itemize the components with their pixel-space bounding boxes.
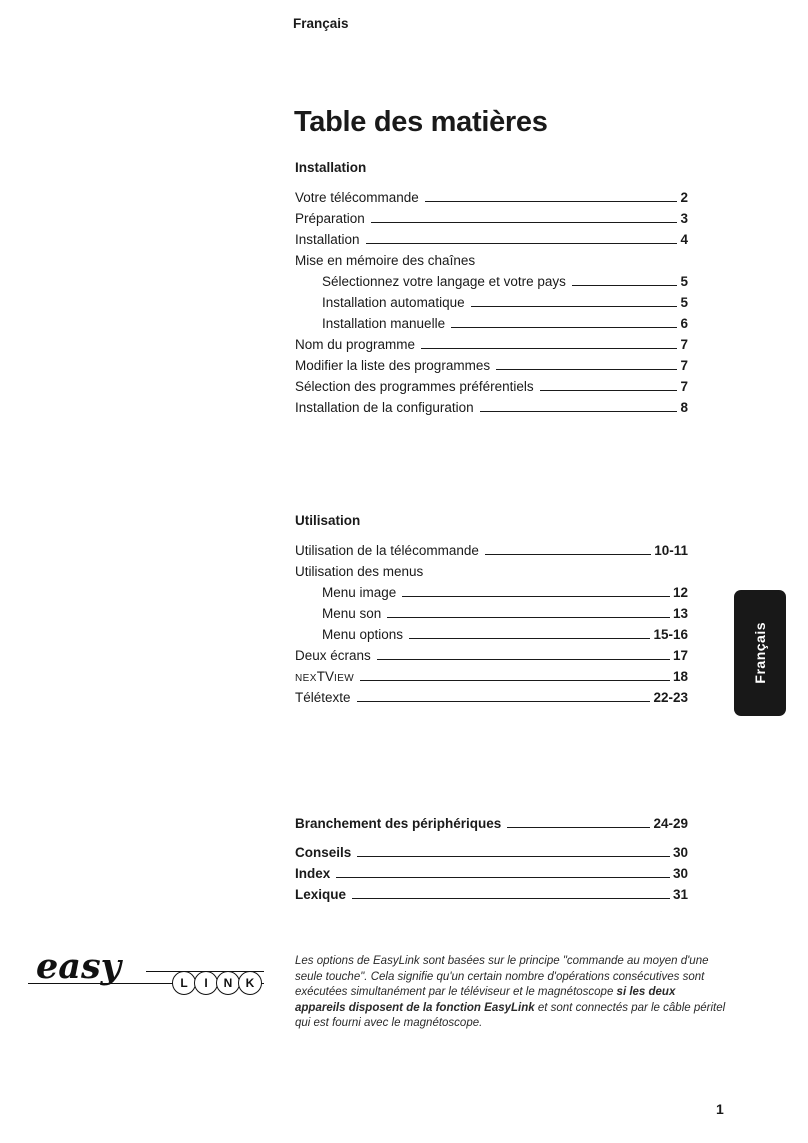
toc-entry [295, 331, 688, 352]
logo-letter-circle: I [194, 971, 218, 995]
toc-entry [295, 310, 688, 331]
toc-section-utilisation [295, 513, 688, 705]
toc-entry-label: Installation automatique [322, 295, 465, 310]
leader-line [425, 201, 678, 202]
toc-entry-label: Sélectionnez votre langage et votre pays [322, 274, 566, 289]
toc-entry-page: 13 [672, 606, 688, 621]
leader-line [496, 369, 677, 370]
toc-entry-page: 12 [672, 585, 688, 600]
toc-entry-page: 7 [680, 358, 688, 373]
page-title: Table des matières [294, 106, 548, 139]
leader-line [352, 898, 670, 899]
toc-entry-label: Mise en mémoire des chaînes [295, 253, 476, 268]
leader-line [371, 222, 678, 223]
toc-entry-page: 4 [680, 232, 688, 247]
leader-line [357, 856, 670, 857]
toc-entry-label: Nom du programme [295, 337, 416, 352]
toc-entry [295, 247, 688, 268]
toc-entry-page: 30 [672, 845, 688, 860]
toc-entry-page: 7 [680, 337, 688, 352]
toc-entry [295, 621, 688, 642]
toc-entry [295, 537, 688, 558]
toc-entry-page: 8 [680, 400, 688, 415]
toc-entry [295, 184, 688, 205]
toc-entry-page: 3 [680, 211, 688, 226]
toc-entry-label: Menu image [322, 585, 397, 600]
folio-page-number: 1 [716, 1101, 724, 1117]
logo-letter-circle: L [172, 971, 196, 995]
leader-line [387, 617, 670, 618]
note-text-post: et sont connectés par le câble péritel qui est fourni avec le magnétoscope. [295, 1001, 726, 1029]
leader-line [336, 877, 670, 878]
toc-entry [295, 860, 688, 881]
toc-entry-label: Sélection des programmes préférentiels [295, 379, 534, 394]
toc-entry [295, 810, 688, 831]
leader-line [360, 680, 670, 681]
toc-entry-label: Préparation [295, 211, 365, 226]
toc-entry-label: Installation de la configuration [295, 400, 474, 415]
toc-entry-page: 30 [672, 866, 688, 881]
toc-entry-label: Index [295, 866, 331, 881]
toc-entry [295, 579, 688, 600]
logo-letter-circle: K [238, 971, 262, 995]
toc-section-backmatter [295, 810, 688, 902]
easylink-logo-letters [174, 971, 262, 995]
toc-entry-label: Branchement des périphériques [295, 816, 502, 831]
section-heading: Utilisation [295, 513, 361, 528]
toc-entry-label: Conseils [295, 845, 352, 860]
leader-line [507, 827, 650, 828]
toc-entry-label: Utilisation des menus [295, 564, 424, 579]
easylink-logo [28, 946, 266, 1004]
toc-entry-page: 31 [672, 887, 688, 902]
toc-entry [295, 642, 688, 663]
leader-line [357, 701, 651, 702]
toc-entry-label: Votre télécommande [295, 190, 419, 205]
toc-entry-page: 17 [672, 648, 688, 663]
toc-entry-label: Lexique [295, 887, 347, 902]
toc-entry [295, 205, 688, 226]
toc-entry [295, 373, 688, 394]
note-text-bold: si les deux appareils disposent de la fonction EasyLink [295, 986, 676, 1014]
leader-line [451, 327, 677, 328]
toc-entry-label: Installation [295, 232, 360, 247]
leader-line [402, 596, 670, 597]
toc-entry [295, 839, 688, 860]
toc-entry-page: 24-29 [653, 816, 688, 831]
toc-entry-page: 18 [672, 669, 688, 684]
side-tab-label: Français [752, 622, 768, 684]
toc-entry [295, 558, 688, 579]
toc-entry [295, 268, 688, 289]
note-text-pre: Les options de EasyLink sont basées sur le principe "commande au moyen d'une seule touche". Cela signifie qu'un certain nombre d'opérations consécutives sont exécutées simultanément par le téléviseur et le magnétoscope [295, 955, 709, 998]
toc-entry [295, 600, 688, 621]
easylink-note [295, 954, 727, 1032]
toc-section-installation [295, 160, 688, 415]
nextview-caps: TV [316, 669, 335, 684]
leader-line [572, 285, 678, 286]
toc-entry-page: 6 [680, 316, 688, 331]
toc-entry-page: 7 [680, 379, 688, 394]
easylink-logo-easy-script: easy [36, 946, 121, 987]
leader-line [485, 554, 651, 555]
toc-entry-page: 10-11 [654, 543, 688, 558]
toc-entry-label: Utilisation de la télécommande [295, 543, 479, 558]
leader-line [366, 243, 678, 244]
toc-entry-nextview [295, 663, 688, 684]
toc-entry-label: Menu options [322, 627, 404, 642]
leader-line [421, 348, 677, 349]
toc-entry-label: Menu son [322, 606, 382, 621]
toc-entry [295, 289, 688, 310]
toc-entry-page: 2 [680, 190, 688, 205]
leader-line [409, 638, 650, 639]
toc-entry-label: Installation manuelle [322, 316, 446, 331]
nextview-smallcaps-post: IEW [334, 673, 355, 684]
toc-entry-label: Télétexte [295, 690, 351, 705]
toc-entry [295, 226, 688, 247]
toc-entry-page: 22-23 [653, 690, 688, 705]
language-side-tab [734, 590, 786, 716]
leader-line [377, 659, 670, 660]
toc-entry-label [295, 669, 354, 684]
toc-entry [295, 394, 688, 415]
toc-entry-page: 5 [680, 295, 688, 310]
toc-entry [295, 352, 688, 373]
section-heading: Installation [295, 160, 367, 175]
toc-entry [295, 684, 688, 705]
toc-entry-page: 5 [680, 274, 688, 289]
toc-entry-label: Modifier la liste des programmes [295, 358, 491, 373]
logo-letter-circle: N [216, 971, 240, 995]
toc-entry [295, 881, 688, 902]
nextview-smallcaps-pre: NEX [295, 673, 317, 684]
toc-entry-label: Deux écrans [295, 648, 371, 663]
leader-line [540, 390, 678, 391]
leader-line [480, 411, 678, 412]
language-label: Français [293, 16, 349, 31]
leader-line [471, 306, 678, 307]
toc-entry-page: 15-16 [653, 627, 688, 642]
